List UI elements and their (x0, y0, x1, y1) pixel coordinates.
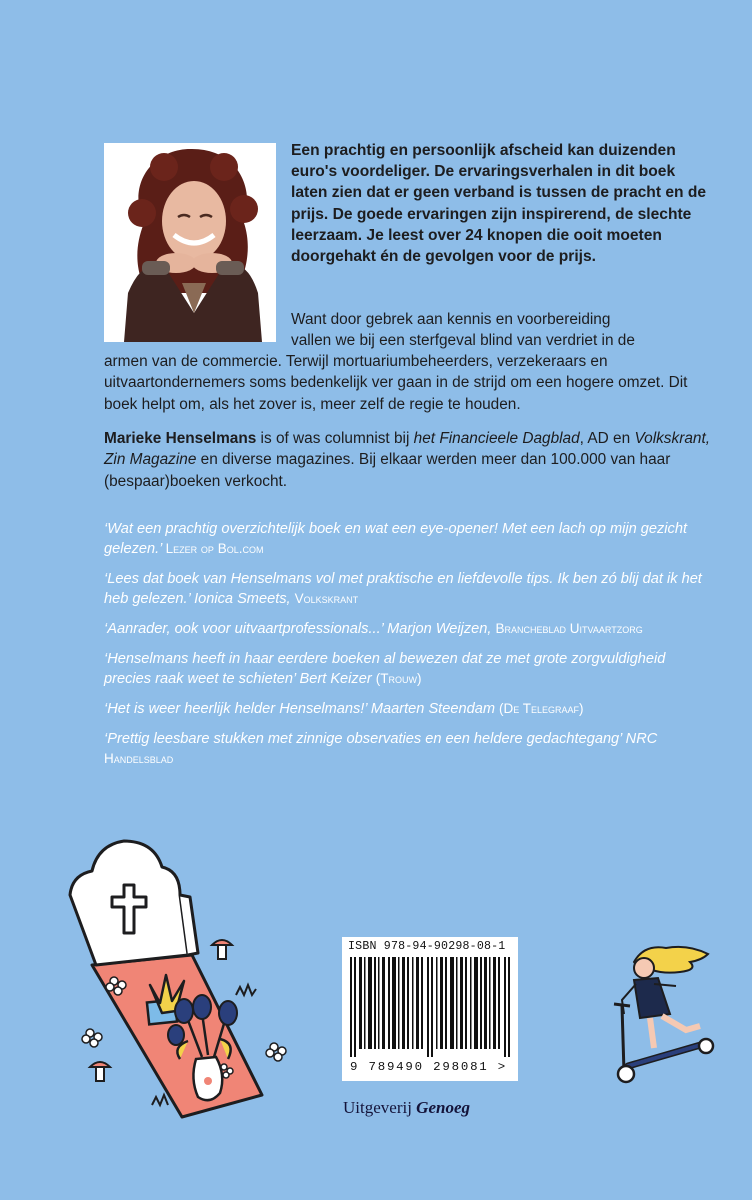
author-portrait-icon (104, 143, 276, 342)
blurb-body-line-2: vallen we bij een sterfgeval blind van verdriet in de (291, 332, 635, 350)
author-bio-text-1: is of was columnist bij (256, 430, 414, 447)
blurb-body-rest: armen van de commercie. Terwijl mortuariumbeheerders, verzekeraars en uitvaartondernemers soms bedenkelijk ver gaan in de strijd om een hogere omzet. Dit boek helpt om, als het zover is, meer zelf de regie te houden. (104, 353, 688, 413)
review-quotes (104, 519, 716, 779)
quote-source: Volkskrant (294, 591, 359, 606)
quote-text: ‘Prettig leesbare stukken met zinnige observaties en een heldere gedachtegang’ NRC (104, 731, 658, 747)
quote-text: ‘Henselmans heeft in haar eerdere boeken al bewezen dat ze met grote zorgvuldigheid precies raak weet te schieten’ Bert Keizer (104, 651, 666, 687)
blurb-body-line-1: Want door gebrek aan kennis en voorbereiding (291, 311, 611, 328)
publisher-prefix: Uitgeverij (343, 1098, 417, 1117)
review-quote (104, 619, 716, 639)
quote-source: (De Telegraaf) (499, 701, 584, 716)
review-quote (104, 729, 716, 769)
quote-text: ‘Aanrader, ook voor uitvaartprofessionals...’ Marjon Weijzen, (104, 621, 496, 637)
review-quote (104, 519, 716, 559)
review-quote (104, 569, 716, 609)
author-bio-text-3: en diverse magazines. Bij elkaar werden meer dan 100.000 van haar (bespaar)boeken verkocht. (104, 451, 671, 490)
blurb-body-start (291, 309, 711, 351)
blurb-intro: Een prachtig en persoonlijk afscheid kan duizenden euro's voordeliger. De ervaringsverhalen in dit boek laten zien dat er geen verband is tussen de pracht en de prijs. De goede ervaringen zijn inspirerend, de slechte leerzaam. Je leest over 24 knopen die ooit moeten doorgehakt én de gevolgen voor de prijs. (291, 142, 707, 266)
quote-text: ‘Lees dat boek van Henselmans vol met praktische en liefdevolle tips. Ik ben zó blij dat ik het heb gelezen.’ Ionica Smeets, (104, 571, 702, 607)
isbn-label: ISBN 978-94-90298-08-1 (348, 940, 506, 953)
quote-text: ‘Wat een prachtig overzichtelijk boek en wat een eye-opener! Met een lach op mijn gezicht gelezen.’ (104, 521, 687, 557)
review-quote (104, 649, 716, 689)
author-name: Marieke Henselmans (104, 430, 257, 447)
author-publication-1: het Financieele Dagblad (413, 430, 580, 447)
quote-source: (Trouw) (375, 671, 422, 686)
review-quote (104, 699, 716, 719)
quote-source: Brancheblad Uitvaartzorg (495, 621, 643, 636)
author-bio-text-2: , AD en (579, 430, 635, 447)
barcode-digits: 9 789490 298081 > (350, 1060, 508, 1074)
author-publication-2: Volkskrant, Zin Magazine (104, 430, 710, 469)
grave-illustration-icon (62, 835, 312, 1125)
author-bio (104, 428, 714, 492)
publisher-name: Genoeg (416, 1098, 470, 1117)
publisher-logo (343, 1098, 470, 1118)
barcode-icon (350, 957, 512, 1057)
scooter-girl-illustration-icon (604, 940, 720, 1090)
quote-source: Lezer op Bol.com (165, 541, 264, 556)
author-photo (104, 143, 276, 342)
quote-text: ‘Het is weer heerlijk helder Henselmans!’ Maarten Steendam (104, 701, 500, 717)
quote-source: Handelsblad (104, 751, 174, 766)
barcode (342, 937, 518, 1081)
